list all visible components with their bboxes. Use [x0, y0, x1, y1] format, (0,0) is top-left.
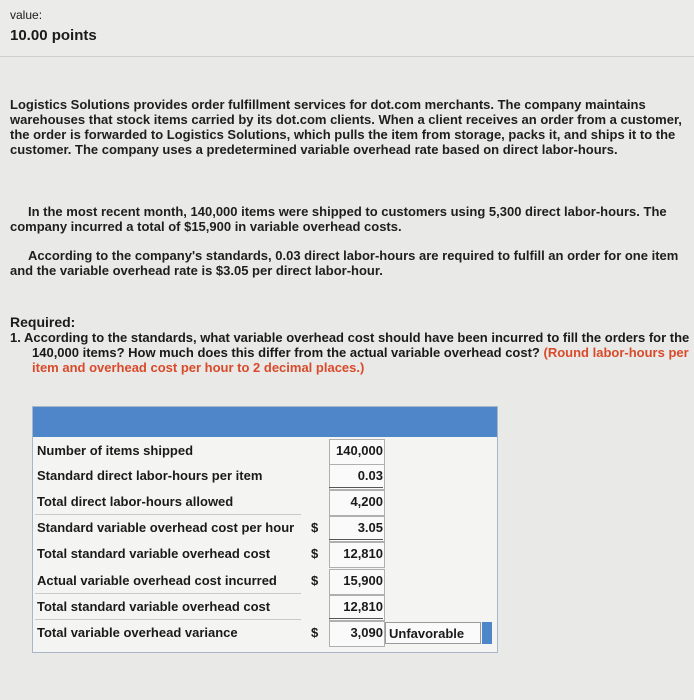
variance-table	[32, 406, 498, 653]
row-divider	[35, 514, 301, 515]
table-row	[33, 439, 497, 465]
table-row	[33, 542, 497, 568]
row-label: Standard variable overhead cost per hour	[37, 520, 295, 535]
table-row	[33, 595, 497, 621]
problem-paragraph-1	[10, 97, 690, 157]
dollar-sign: $	[311, 625, 319, 640]
table-row	[33, 464, 497, 490]
table-row	[33, 569, 497, 595]
row-label: Total direct labor-hours allowed	[37, 494, 234, 509]
row-label: Total standard variable overhead cost	[37, 599, 271, 614]
table-row	[33, 516, 497, 542]
p1-dotcom-2: dot.com	[275, 112, 327, 127]
problem-paragraph-2: In the most recent month, 140,000 items were shipped to customers using 5,300 direct labor-hours. The company incurred a total of $15,900 in variable overhead costs.	[10, 204, 667, 234]
value-label: value:	[10, 8, 43, 22]
row-label: Total standard variable overhead cost	[37, 546, 271, 561]
row-value: 12,810	[343, 546, 383, 561]
p1-text-c: clients. When a client receives an order from a customer, the order is forwarded to Logistics Solutions, which pulls the item from storage, packs it, and ships it to the customer. The company uses a predetermined variable overhead rate based on direct labor-hours.	[10, 112, 682, 157]
rounding-note: (Round labor-hours per item and overhead cost per hour to 2 decimal places.)	[32, 345, 689, 375]
table-row	[33, 621, 497, 647]
row-value: 15,900	[343, 573, 383, 588]
required-title: Required:	[10, 314, 76, 330]
dollar-sign: $	[311, 573, 319, 588]
p1-text-b: merchants. The company maintains warehouses that stock items carried by its	[10, 97, 646, 127]
question-text: 1. According to the standards, what variable overhead cost should have been incurred to fill the orders for the 140,000 items? How much does this differ from the actual variable overhead cost?	[10, 330, 690, 360]
row-label: Actual variable overhead cost incurred	[37, 573, 277, 588]
dropdown-arrow-icon[interactable]	[482, 622, 492, 644]
row-label: Standard direct labor-hours per item	[37, 468, 263, 483]
dollar-sign: $	[311, 546, 319, 561]
p1-dotcom-1: dot.com	[370, 97, 422, 112]
table-row	[33, 490, 497, 516]
row-value: 3.05	[357, 520, 383, 535]
points-value: 10.00 points	[10, 27, 97, 44]
p1-text-a: Logistics Solutions provides order fulfillment services for	[10, 97, 371, 112]
row-value: 4,200	[350, 494, 383, 509]
underline	[329, 487, 383, 488]
underline	[329, 539, 383, 540]
underline	[329, 618, 383, 619]
row-value: 140,000	[336, 443, 383, 458]
row-divider	[35, 593, 301, 594]
row-label: Number of items shipped	[37, 443, 194, 458]
dollar-sign: $	[311, 520, 319, 535]
required-question	[10, 330, 694, 375]
row-label: Total variable overhead variance	[37, 625, 238, 640]
row-value: 12,810	[343, 599, 383, 614]
problem-paragraph-3: According to the company's standards, 0.03 direct labor-hours are required to fulfill an order for one item and the variable overhead rate is $3.05 per direct labor-hour.	[10, 248, 679, 278]
variance-status-select[interactable]: Unfavorable	[385, 622, 481, 644]
row-divider	[35, 619, 301, 620]
row-value: 0.03	[357, 468, 383, 483]
row-value: 3,090	[350, 625, 383, 640]
table-header-bar	[33, 407, 497, 437]
points-header	[0, 0, 694, 57]
